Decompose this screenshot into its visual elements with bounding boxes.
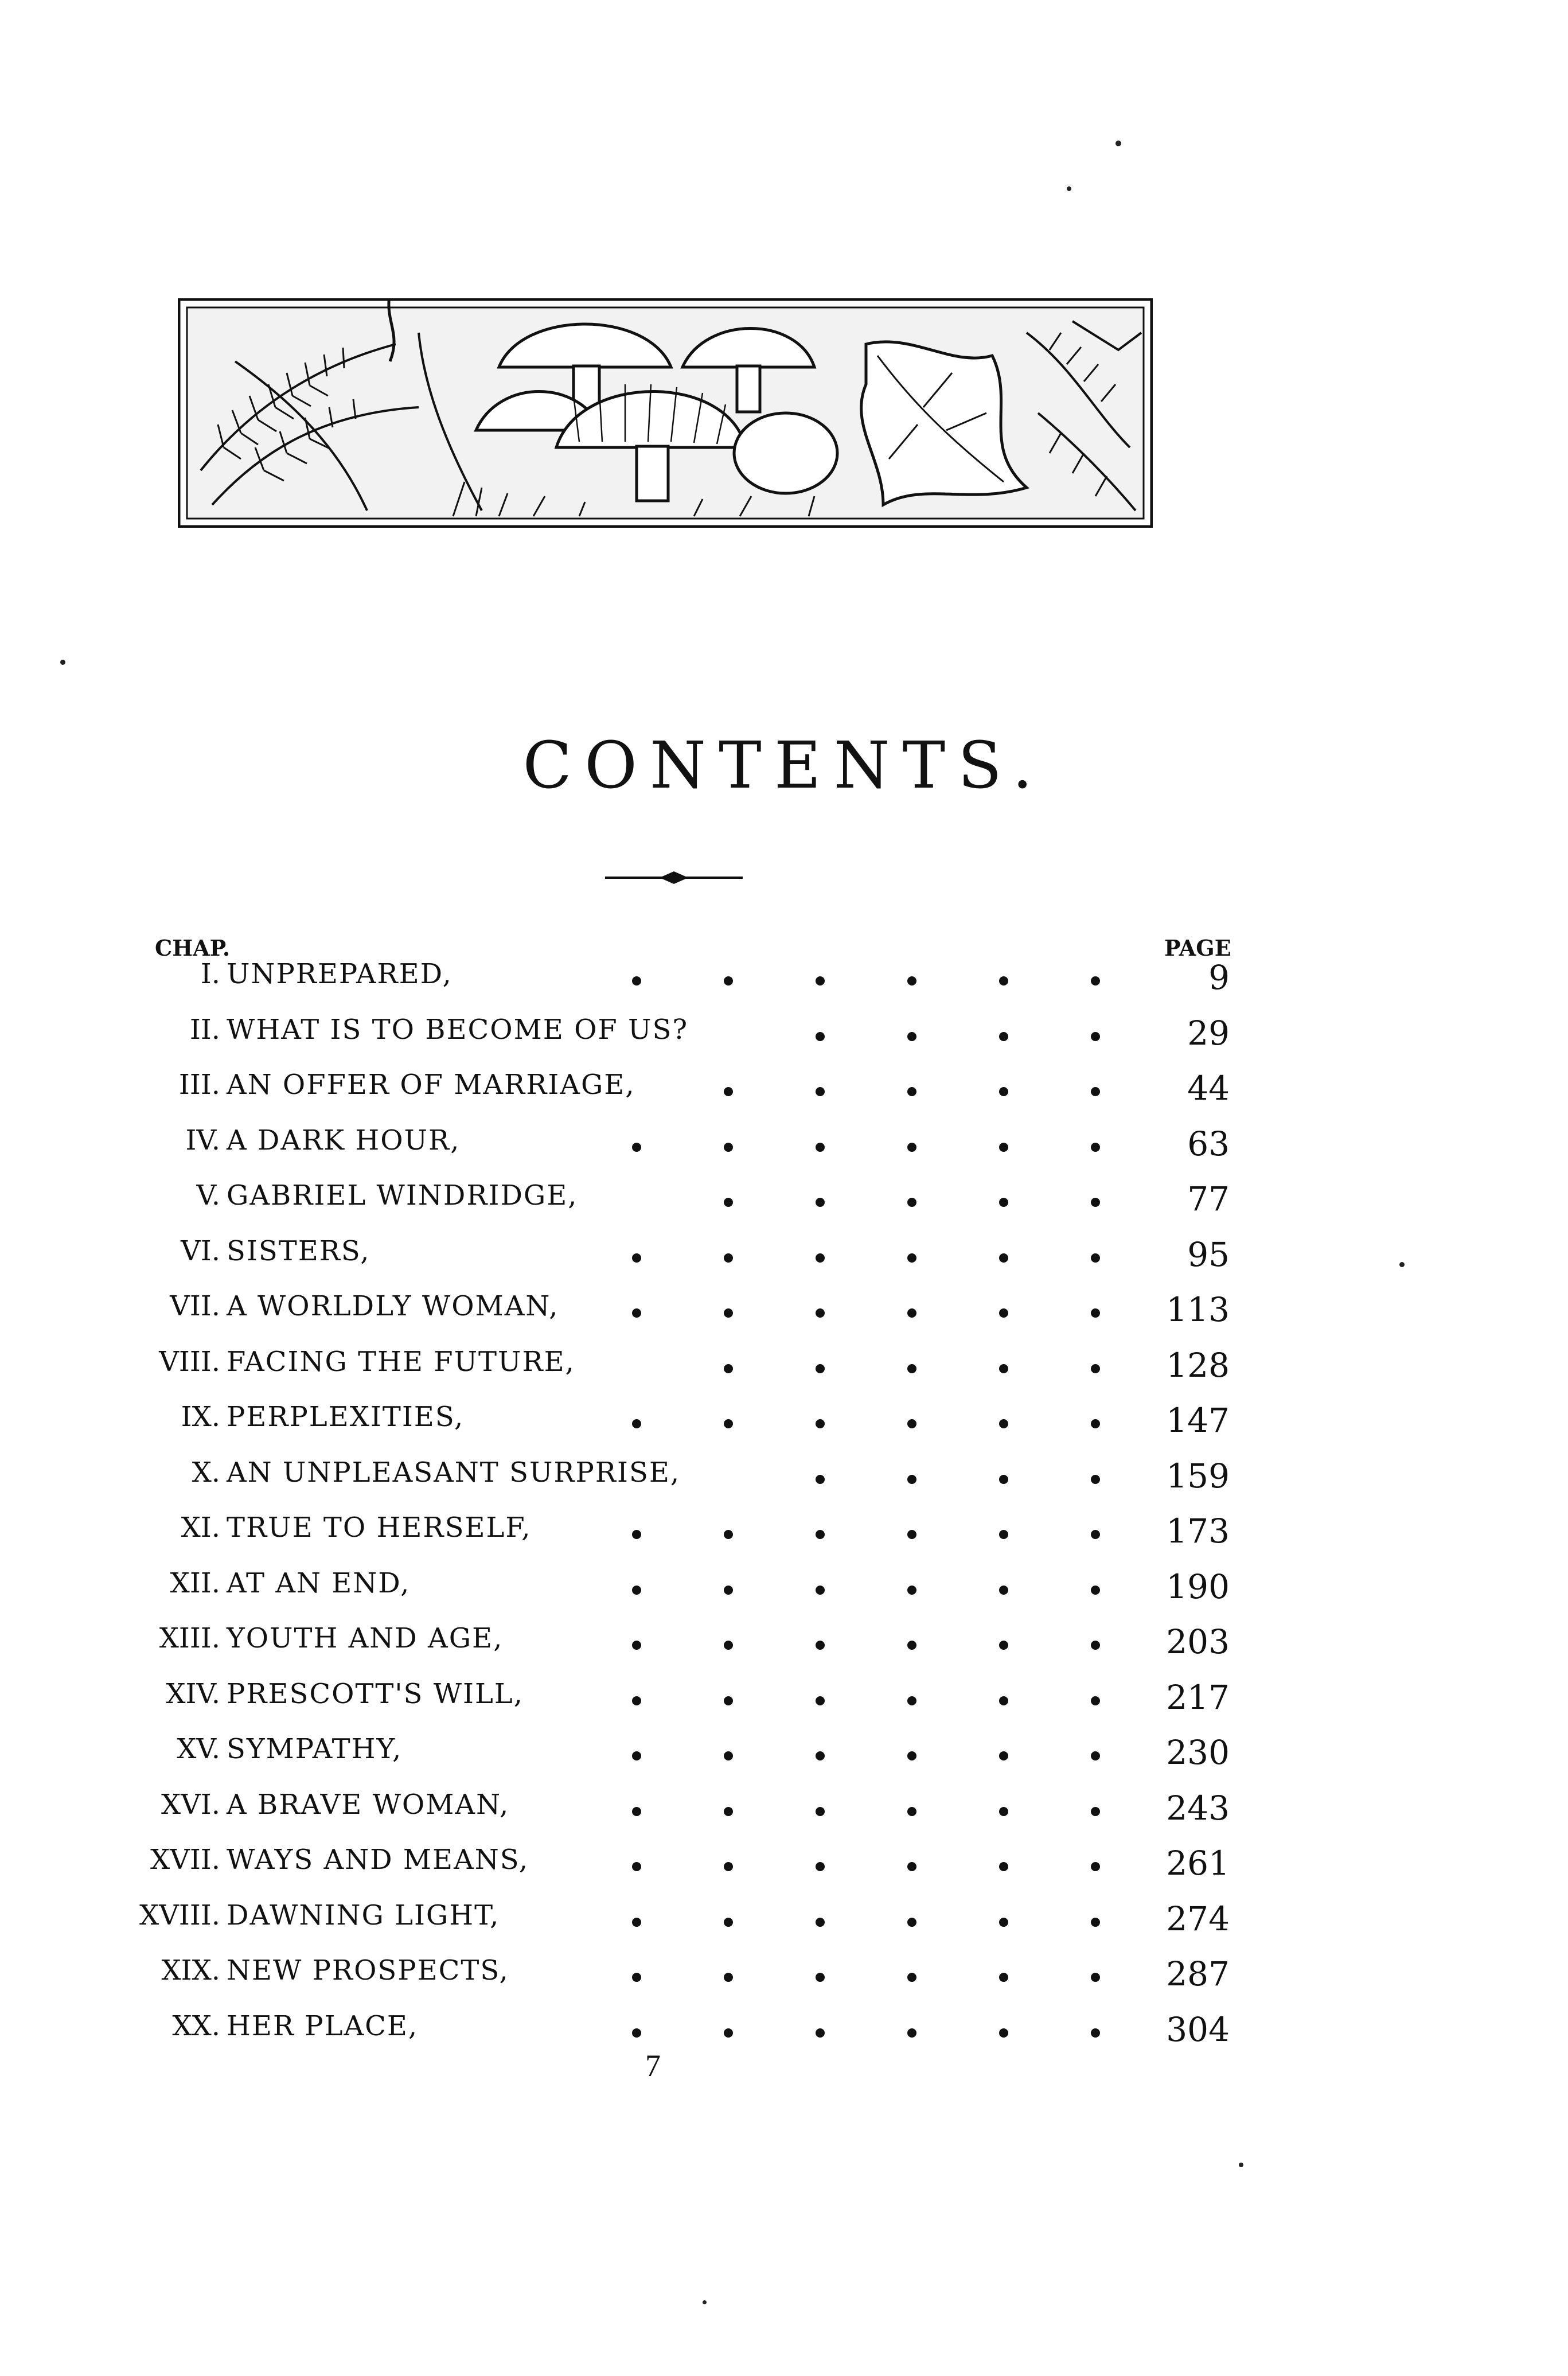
- dot-leaders: [533, 1069, 1107, 1103]
- dot-leaders: [533, 1954, 1107, 1989]
- chapter-number: XI.: [181, 1512, 220, 1544]
- dot-leaders: [533, 1678, 1107, 1712]
- toc-row: [0, 1124, 1568, 1179]
- chapter-number: IV.: [185, 1124, 220, 1156]
- chapter-title: SISTERS,: [227, 1234, 370, 1267]
- chapter-number: VIII.: [159, 1345, 220, 1378]
- toc-row: [0, 1733, 1568, 1788]
- toc-row: [0, 1014, 1568, 1069]
- scan-speck: [1399, 1262, 1405, 1267]
- chapter-page-number: 287: [1166, 1954, 1230, 1993]
- chapter-number: IX.: [181, 1401, 220, 1433]
- chapter-title: TRUE TO HERSELF,: [227, 1512, 532, 1544]
- chapter-page-number: 95: [1187, 1234, 1230, 1274]
- toc-row: [0, 1899, 1568, 1954]
- chapter-title: HER PLACE,: [227, 2009, 419, 2042]
- chapter-page-number: 190: [1166, 1567, 1230, 1606]
- chapter-title: SYMPATHY,: [227, 1733, 403, 1765]
- chapter-number: XIII.: [159, 1622, 220, 1654]
- dot-leaders: [533, 2010, 1107, 2044]
- chapter-number: X.: [192, 1456, 220, 1489]
- chapter-page-number: 113: [1166, 1290, 1230, 1329]
- scan-speck: [60, 660, 65, 665]
- chapter-title: PERPLEXITIES,: [227, 1401, 465, 1433]
- chapter-number: XX.: [172, 2009, 220, 2042]
- chapter-number: I.: [200, 958, 220, 990]
- dot-leaders: [533, 1124, 1107, 1159]
- dot-leaders: [533, 1567, 1107, 1602]
- chapter-number: XIX.: [161, 1954, 220, 1987]
- chapter-number: XVI.: [161, 1788, 220, 1821]
- dot-leaders: [533, 1622, 1107, 1657]
- chapter-title: WAYS AND MEANS,: [227, 1844, 529, 1876]
- chapter-title: PRESCOTT'S WILL,: [227, 1677, 524, 1710]
- page-number: 7: [645, 2048, 661, 2083]
- chapter-title: WHAT IS TO BECOME OF US?: [227, 1013, 689, 1046]
- chapter-page-number: 147: [1166, 1401, 1230, 1440]
- toc-row: [0, 1346, 1568, 1401]
- chapter-page-number: 230: [1166, 1733, 1230, 1772]
- toc-row: [0, 1401, 1568, 1456]
- scan-speck: [1239, 2163, 1243, 2167]
- chapter-page-number: 44: [1187, 1069, 1230, 1108]
- dot-leaders: [533, 1512, 1107, 1546]
- ornamental-rule-icon: [605, 869, 743, 886]
- chapter-page-number: 304: [1166, 2009, 1230, 2049]
- dot-leaders: [533, 1844, 1107, 1878]
- chapter-number: III.: [178, 1069, 220, 1101]
- chapter-title: DAWNING LIGHT,: [227, 1899, 500, 1931]
- toc-row: [0, 1512, 1568, 1567]
- chapter-title: YOUTH AND AGE,: [227, 1622, 504, 1654]
- dot-leaders: [533, 1179, 1107, 1214]
- dot-leaders: [533, 1456, 1107, 1491]
- dot-leaders: [533, 1014, 1107, 1048]
- chapter-title: AN OFFER OF MARRIAGE,: [227, 1069, 635, 1101]
- dot-leaders: [533, 958, 1107, 992]
- dot-leaders: [533, 1899, 1107, 1934]
- toc-row: [0, 1456, 1568, 1512]
- dot-leaders: [533, 1401, 1107, 1435]
- chapter-page-number: 128: [1166, 1345, 1230, 1385]
- chapter-number: VII.: [170, 1290, 220, 1322]
- toc-row: [0, 1235, 1568, 1290]
- toc-row: [0, 1179, 1568, 1234]
- chapter-page-number: 274: [1166, 1899, 1230, 1938]
- chapter-number: II.: [189, 1013, 220, 1046]
- chapter-page-number: 77: [1187, 1179, 1230, 1218]
- chapter-number: VI.: [181, 1234, 220, 1267]
- toc-row: [0, 1954, 1568, 2009]
- toc-row: [0, 1069, 1568, 1124]
- chapter-page-number: 217: [1166, 1677, 1230, 1717]
- chapter-number: XIV.: [166, 1677, 220, 1710]
- dot-leaders: [533, 1789, 1107, 1823]
- chapter-title: NEW PROSPECTS,: [227, 1954, 509, 1987]
- dot-leaders: [533, 1346, 1107, 1380]
- chapter-title: AT AN END,: [227, 1567, 411, 1599]
- chapter-title: FACING THE FUTURE,: [227, 1345, 575, 1378]
- toc-row: [0, 1789, 1568, 1844]
- chapter-title: A WORLDLY WOMAN,: [227, 1290, 559, 1322]
- page-title: CONTENTS.: [522, 729, 1046, 803]
- chapter-page-number: 243: [1166, 1788, 1230, 1828]
- dot-leaders: [533, 1733, 1107, 1767]
- chapter-page-number: 159: [1166, 1456, 1230, 1495]
- chapter-title: A BRAVE WOMAN,: [227, 1788, 510, 1821]
- toc-row: [0, 2010, 1568, 2065]
- chapter-title: GABRIEL WINDRIDGE,: [227, 1179, 578, 1212]
- chapter-column-label: CHAP.: [155, 935, 231, 961]
- dot-leaders: [533, 1290, 1107, 1325]
- toc-row: [0, 958, 1568, 1013]
- page-column-label: PAGE: [1164, 935, 1231, 961]
- chapter-page-number: 29: [1187, 1013, 1230, 1053]
- chapter-page-number: 203: [1166, 1622, 1230, 1661]
- chapter-number: XII.: [170, 1567, 220, 1599]
- scan-speck: [703, 2300, 707, 2304]
- chapter-page-number: 261: [1166, 1844, 1230, 1883]
- chapter-number: XVII.: [150, 1844, 220, 1876]
- toc-row: [0, 1290, 1568, 1345]
- toc-row: [0, 1678, 1568, 1733]
- chapter-page-number: 63: [1187, 1124, 1230, 1163]
- scan-speck: [1115, 141, 1121, 146]
- chapter-title: AN UNPLEASANT SURPRISE,: [227, 1456, 681, 1489]
- chapter-page-number: 173: [1166, 1512, 1230, 1551]
- chapter-number: V.: [196, 1179, 220, 1212]
- chapter-page-number: 9: [1208, 958, 1230, 997]
- toc-row: [0, 1844, 1568, 1899]
- chapter-number: XVIII.: [139, 1899, 220, 1931]
- chapter-title: A DARK HOUR,: [227, 1124, 461, 1156]
- chapter-title: UNPREPARED,: [227, 958, 453, 990]
- chapter-number: XV.: [177, 1733, 220, 1765]
- toc-row: [0, 1622, 1568, 1677]
- dot-leaders: [533, 1235, 1107, 1269]
- toc-row: [0, 1567, 1568, 1622]
- scan-speck: [1067, 186, 1071, 191]
- mushroom-fern-engraving-icon: [178, 298, 1153, 528]
